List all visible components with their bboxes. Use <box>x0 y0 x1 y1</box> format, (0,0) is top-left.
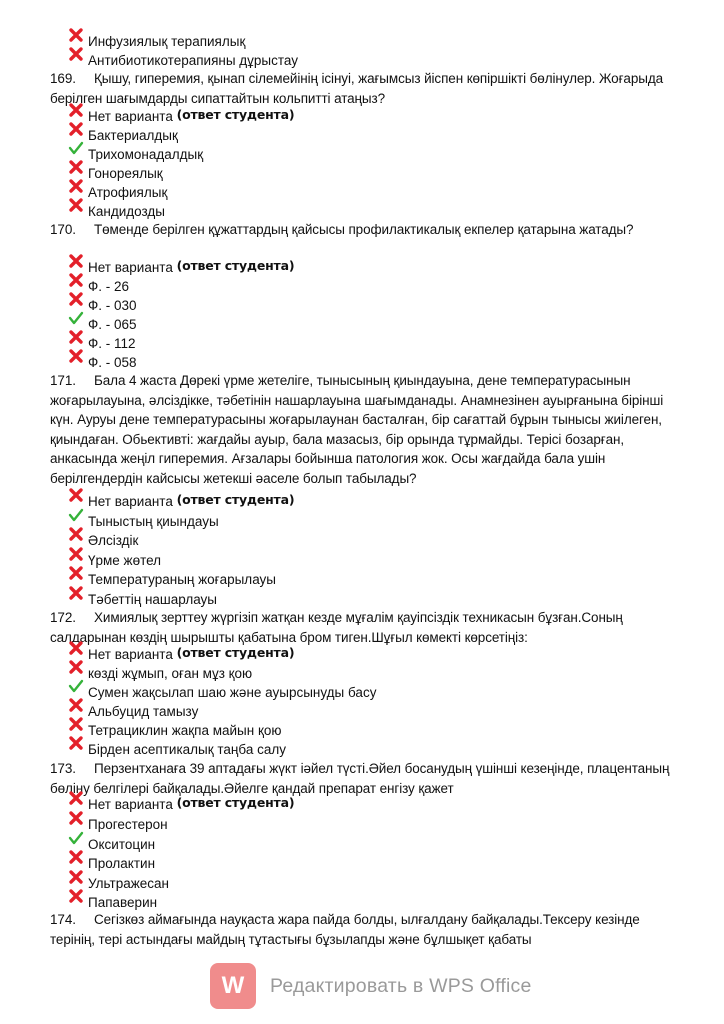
option-text: Бактериалдық <box>88 128 178 143</box>
check-icon <box>68 140 84 156</box>
option-text: Бірден асептикалық таңба салу <box>88 742 286 757</box>
option-item <box>68 874 628 893</box>
option-item <box>68 145 628 164</box>
option-text: Ф. - 26 <box>88 279 130 294</box>
option-item <box>68 164 628 183</box>
wps-edit-banner[interactable] <box>210 962 550 1010</box>
option-text: Ф. - 058 <box>88 355 137 370</box>
cross-icon <box>68 102 84 118</box>
question-text: Перзентханаға 39 аптадағы жүкт іәйел түсті.Әйел босанудың үшінші кезеңінде, плацентаның бөліну белгілері байқалады.Әйелге қандай препарат енгізу қажет <box>50 761 670 796</box>
cross-icon <box>68 253 84 269</box>
edit-in-wps-link[interactable]: Редактировать в WPS Office <box>270 974 532 997</box>
option-text: Ультражесан <box>88 876 169 891</box>
option-text: Инфузиялық терапиялық <box>88 34 246 49</box>
option-item <box>68 183 628 202</box>
option-item <box>68 315 628 334</box>
option-text: Нет варианта <box>88 109 173 124</box>
option-text: Папаверин <box>88 895 158 910</box>
question-text: Химиялық зерттеу жүргізіп жатқан кезде мұғалім қауіпсіздік техникасын бұзған.Соның салдарынан көздің шырышты қабатына бром тиген.Шұғыл көмекті көрсетіңіз: <box>50 610 623 645</box>
option-item <box>68 815 628 834</box>
option-text: Ф. - 030 <box>88 298 137 313</box>
cross-icon <box>68 526 84 542</box>
option-item <box>68 590 628 609</box>
cross-icon <box>68 348 84 364</box>
student-answer-note: (ответ студента) <box>176 645 295 660</box>
option-text: Ф. - 065 <box>88 317 137 332</box>
option-text: Окситоцин <box>88 837 156 852</box>
student-answer-note: (ответ студента) <box>176 107 295 122</box>
option-item <box>68 683 628 702</box>
option-item <box>68 107 628 126</box>
student-answer-note: (ответ студента) <box>176 258 295 273</box>
cross-icon <box>68 121 84 137</box>
option-text: Антибиотикотерапияны дұрыстау <box>88 53 299 68</box>
option-item <box>68 512 628 531</box>
option-item <box>68 258 628 277</box>
option-text: Пролактин <box>88 856 156 871</box>
option-text: Тәбеттің нашарлауы <box>88 592 218 607</box>
option-item <box>68 492 628 511</box>
option-text: Сумен жақсылап шаю және ауырсынуды басу <box>88 685 377 700</box>
option-item <box>68 835 628 854</box>
cross-icon <box>68 291 84 307</box>
question-number: 170. <box>50 222 76 237</box>
question-171 <box>50 371 670 488</box>
question-169 <box>50 69 670 108</box>
cross-icon <box>68 585 84 601</box>
cross-icon <box>68 697 84 713</box>
option-item <box>68 645 628 664</box>
option-item <box>68 854 628 873</box>
cross-icon <box>68 27 84 43</box>
option-text: Нет варианта <box>88 647 173 662</box>
option-text: Температураның жоғарылауы <box>88 572 276 587</box>
cross-icon <box>68 546 84 562</box>
option-item <box>68 32 628 51</box>
option-text: көзді жұмып, оған мұз қою <box>88 666 253 681</box>
option-item <box>68 570 628 589</box>
cross-icon <box>68 46 84 62</box>
question-173 <box>50 759 670 798</box>
question-text: Төменде берілген құжаттардың қайсысы профилактикалық екпелер қатарына жатады? <box>94 222 634 237</box>
cross-icon <box>68 565 84 581</box>
cross-icon <box>68 716 84 732</box>
question-172 <box>50 608 670 647</box>
option-text: Кандидозды <box>88 204 165 219</box>
check-icon <box>68 507 84 523</box>
wps-logo-icon[interactable] <box>210 963 256 1009</box>
option-text: Тыныстың қиындауы <box>88 514 219 529</box>
question-text: Сегізкөз аймағында науқаста жара пайда болды, ылғалдану байқалады.Тексеру кезінде терінің, тері астындағы майдың тұтастығы бұзылапды және бұлшықет қабаты <box>50 912 640 947</box>
option-item <box>68 126 628 145</box>
option-item <box>68 296 628 315</box>
option-text: Үрме жөтел <box>88 553 162 568</box>
option-text: Гонореялық <box>88 166 163 181</box>
cross-icon <box>68 849 84 865</box>
cross-icon <box>68 178 84 194</box>
option-text: Прогестерон <box>88 817 168 832</box>
question-number: 171. <box>50 373 76 388</box>
option-item <box>68 721 628 740</box>
check-icon <box>68 310 84 326</box>
cross-icon <box>68 640 84 656</box>
option-text: Нет варианта <box>88 797 173 812</box>
option-item <box>68 531 628 550</box>
option-item <box>68 202 628 221</box>
cross-icon <box>68 159 84 175</box>
option-text: Тетрациклин жақпа майын қою <box>88 723 282 738</box>
question-number: 173. <box>50 761 76 776</box>
cross-icon <box>68 790 84 806</box>
cross-icon <box>68 272 84 288</box>
question-text: Бала 4 жаста Дөрекі үрме жетеліге, тынысының қиындауына, дене температурасынын жоғарылауына, әлсіздікке, тәбетінін нашарлауына шағымданады. Анамнезінен ауырғанына бірінші күн. Ауруы дене температурасыны жоғарылаунан басталған, бір сағаттай бұрын тынысы жиілеген, қиындаған. Обьективті: жағдайы ауыр, бала мазасыз, бір орында тұрмайды. Терісі бозарған, анкасында жеңіл гиперемия. Ағзалары бойынша патология жок. Осы жағдайда бала ушін берілгендердін кайсысы жетекші әаселе болып табылады? <box>50 373 664 486</box>
cross-icon <box>68 487 84 503</box>
check-icon <box>68 830 84 846</box>
cross-icon <box>68 329 84 345</box>
option-item <box>68 664 628 683</box>
option-text: Ф. - 112 <box>88 336 136 351</box>
student-answer-note: (ответ студента) <box>176 795 295 810</box>
option-item <box>68 51 628 70</box>
question-number: 174. <box>50 912 76 927</box>
cross-icon <box>68 735 84 751</box>
cross-icon <box>68 888 84 904</box>
option-item <box>68 334 628 353</box>
cross-icon <box>68 810 84 826</box>
option-text: Альбуцид тамызу <box>88 704 199 719</box>
question-number: 172. <box>50 610 76 625</box>
question-text: Қышу, гиперемия, қынап сілемейінің ісінуі, жағымсыз йіспен көпіршікті бөлінулер. Жоғарыда берілген шағымдарды сипаттайтын кольпитті атаңыз? <box>50 71 664 106</box>
check-icon <box>68 678 84 694</box>
option-item <box>68 551 628 570</box>
wps-logo-letter: W <box>221 972 245 999</box>
option-item <box>68 702 628 721</box>
option-text: Нет варианта <box>88 260 173 275</box>
option-text: Әлсіздік <box>88 533 139 548</box>
student-answer-note: (ответ студента) <box>176 492 295 507</box>
option-text: Атрофиялық <box>88 185 168 200</box>
cross-icon <box>68 197 84 213</box>
option-item <box>68 353 628 372</box>
cross-icon <box>68 659 84 675</box>
cross-icon <box>68 869 84 885</box>
question-number: 169. <box>50 71 76 86</box>
question-174 <box>50 910 670 949</box>
option-item <box>68 277 628 296</box>
option-text: Трихомонадалдық <box>88 147 204 162</box>
option-item <box>68 740 628 759</box>
option-item <box>68 795 628 814</box>
question-170 <box>50 220 670 240</box>
option-text: Нет варианта <box>88 494 173 509</box>
